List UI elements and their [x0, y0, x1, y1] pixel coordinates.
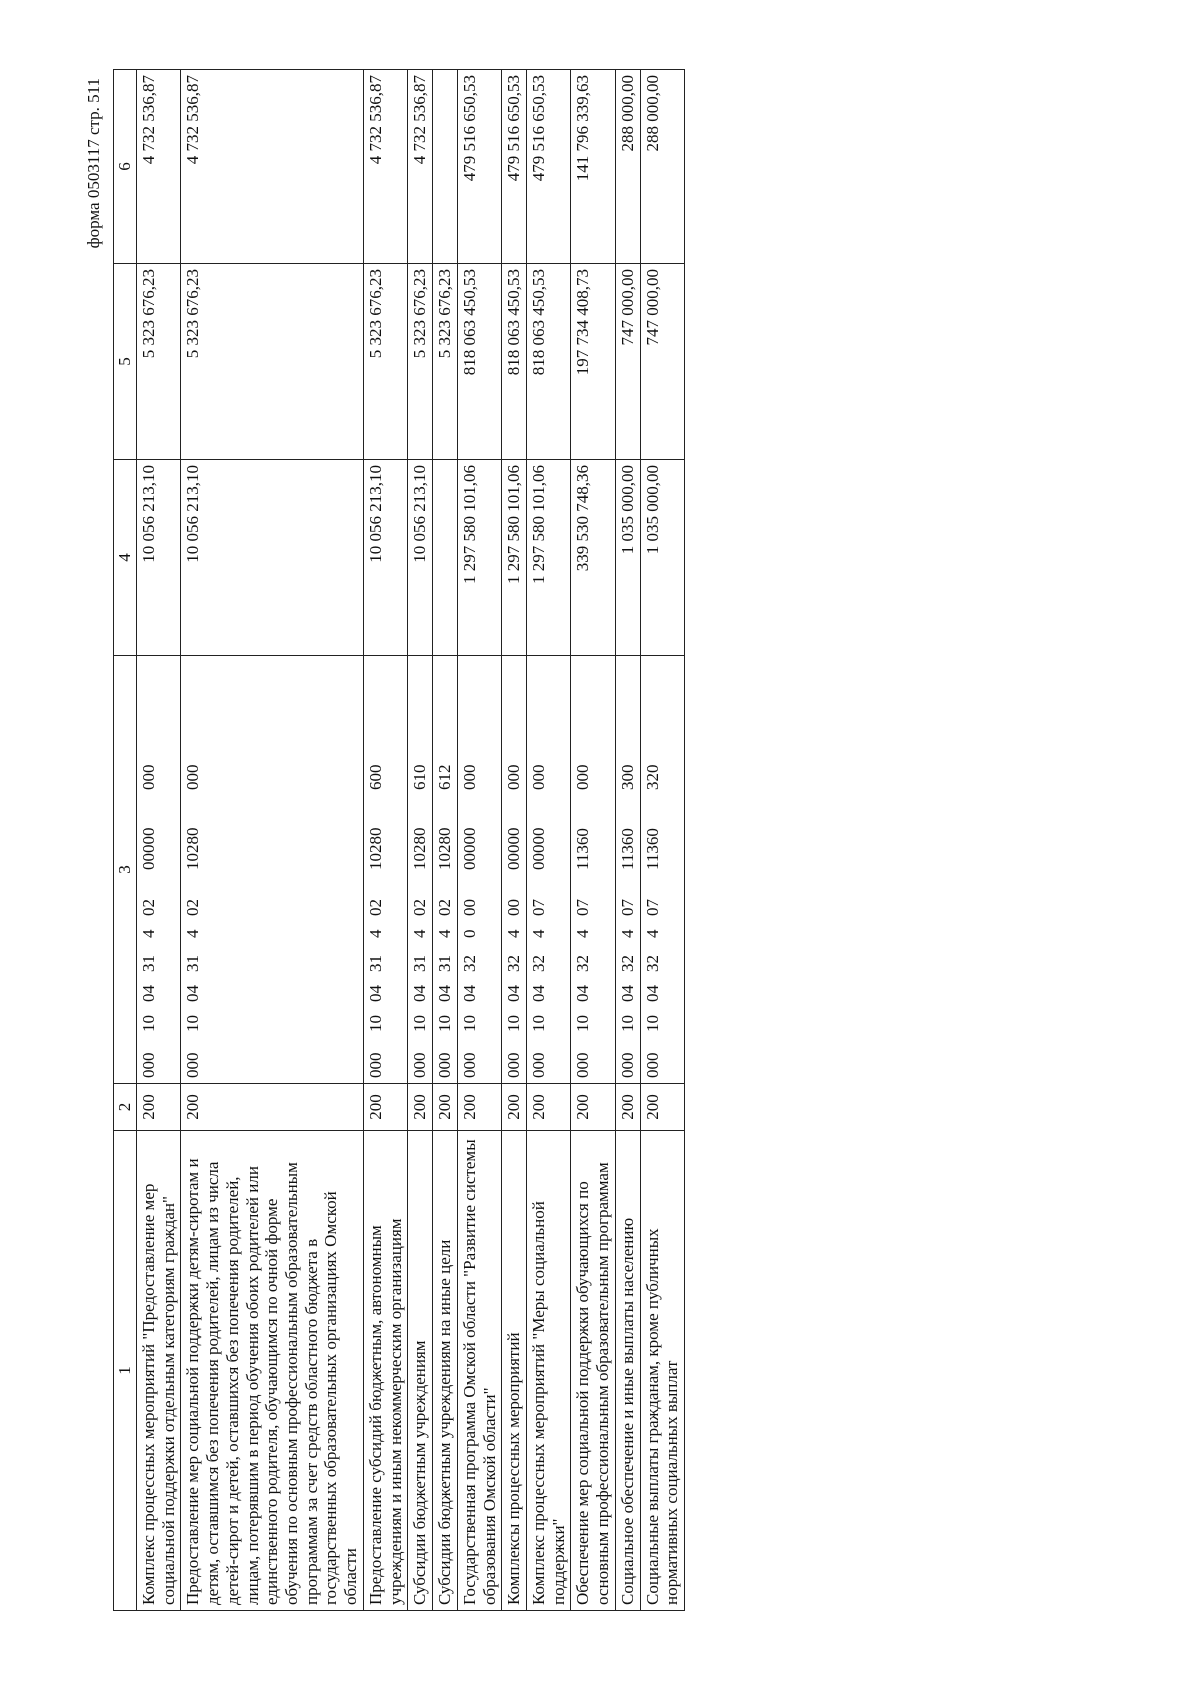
code-segment: 04: [459, 985, 479, 1002]
amount-cell-col4: 10 056 213,10: [408, 460, 433, 656]
row-name-cell: Комплексы процессных мероприятий: [502, 1131, 527, 1611]
line-code-cell: 200: [571, 1084, 615, 1131]
code-segment: 10: [435, 1015, 455, 1032]
amount-cell-col4: 1 297 580 101,06: [457, 460, 501, 656]
table-row: [181, 70, 363, 1611]
amount-cell-col5: 5 323 676,23: [181, 264, 363, 460]
code-segment: 07: [617, 899, 637, 916]
amount-cell-col4: 10 056 213,10: [363, 460, 407, 656]
code-segment: 31: [365, 955, 385, 972]
line-code-cell: 200: [137, 1084, 181, 1131]
code-segment: 04: [617, 985, 637, 1002]
table-row: [571, 70, 615, 1611]
code-segment: 4: [573, 929, 593, 938]
header-row: [114, 70, 137, 1611]
code-segment: 10: [642, 1015, 662, 1032]
amount-cell-col4: 1 297 580 101,06: [526, 460, 570, 656]
code-segment: 32: [573, 955, 593, 972]
table-row: [640, 70, 684, 1611]
row-name-cell: Субсидии бюджетным учреждениям: [408, 1131, 433, 1611]
code-segment: 10280: [365, 827, 385, 870]
code-segment: 000: [183, 764, 203, 790]
line-code-cell: 200: [457, 1084, 501, 1131]
row-name-cell: Комплекс процессных мероприятий "Предоставление мер социальной поддержки отдельным категориям граждан": [137, 1131, 181, 1611]
code-segment: 02: [410, 899, 430, 916]
code-segment: 04: [139, 985, 158, 1002]
amount-cell-col5: 5 323 676,23: [408, 264, 433, 460]
code-segment: 10280: [410, 827, 430, 870]
code-segment: 07: [642, 899, 662, 916]
amount-cell-col6: 4 732 536,87: [181, 70, 363, 264]
report-table: [113, 69, 685, 1611]
amount-cell-col6: 4 732 536,87: [137, 70, 181, 264]
row-name-cell: Предоставление субсидий бюджетным, автономным учреждениям и иным некоммерческим организациям: [363, 1131, 407, 1611]
code-segment: 00000: [528, 827, 548, 870]
code-segment: 02: [365, 899, 385, 916]
row-name-cell: Субсидии бюджетным учреждениям на иные цели: [433, 1131, 458, 1611]
code-segment: 000: [410, 1052, 430, 1078]
code-segment: 02: [435, 899, 455, 916]
code-segment: 000: [459, 764, 479, 790]
column-header-5: 5: [114, 264, 137, 460]
table-row: [526, 70, 570, 1611]
amount-cell-col4: 1 297 580 101,06: [502, 460, 527, 656]
code-segment: 4: [504, 929, 524, 938]
amount-cell-col4: 1 035 000,00: [640, 460, 684, 656]
row-name-cell: Предоставление мер социальной поддержки детям-сиротам и детям, оставшимся без попечения родителей, лицам из числа детей-сирот и детей, оставшихся без попечения родителей, лицам, потерявшим в период обучения обоих родителей или единственного родителя, обучающимся по очной форме обучения по основным профессиональным образовательным программам за счет средств областного бюджета в государственных образовательных организациях Омской области: [181, 1131, 363, 1611]
table-row: [615, 70, 640, 1611]
code-segment: 320: [642, 764, 662, 790]
code-segment: 600: [365, 764, 385, 790]
code-segment: 0: [459, 929, 479, 938]
line-code-cell: 200: [502, 1084, 527, 1131]
code-segment: 610: [410, 764, 430, 790]
amount-cell-col4: 10 056 213,10: [137, 460, 181, 656]
code-segment: 32: [504, 955, 524, 972]
code-segment: 04: [642, 985, 662, 1002]
code-segment: 000: [459, 1052, 479, 1078]
column-header-1: 1: [114, 1131, 137, 1611]
code-segment: 04: [504, 985, 524, 1002]
classification-code-cell: [457, 656, 501, 1084]
column-header-4: 4: [114, 460, 137, 656]
code-segment: 000: [528, 1052, 548, 1078]
column-header-6: 6: [114, 70, 137, 264]
table-row: [502, 70, 527, 1611]
amount-cell-col5: 818 063 450,53: [502, 264, 527, 460]
table-row: [408, 70, 433, 1611]
classification-code-cell: [615, 656, 640, 1084]
code-segment: 4: [528, 929, 548, 938]
code-segment: 10: [617, 1015, 637, 1032]
line-code-cell: 200: [363, 1084, 407, 1131]
code-segment: 4: [435, 929, 455, 938]
amount-cell-col6: 479 516 650,53: [457, 70, 501, 264]
amount-cell-col4: 10 056 213,10: [181, 460, 363, 656]
line-code-cell: 200: [640, 1084, 684, 1131]
code-segment: 00: [504, 899, 524, 916]
code-segment: 32: [617, 955, 637, 972]
code-segment: 00000: [139, 827, 158, 870]
classification-code-cell: [571, 656, 615, 1084]
amount-cell-col6: 4 732 536,87: [363, 70, 407, 264]
classification-code-cell: [137, 656, 181, 1084]
classification-code-cell: [408, 656, 433, 1084]
amount-cell-col6: 479 516 650,53: [502, 70, 527, 264]
code-segment: 10280: [183, 827, 203, 870]
code-segment: 000: [504, 764, 524, 790]
code-segment: 00000: [459, 827, 479, 870]
line-code-cell: 200: [433, 1084, 458, 1131]
code-segment: 10: [139, 1015, 158, 1032]
code-segment: 07: [573, 899, 593, 916]
table-row: [433, 70, 458, 1611]
table-row: [457, 70, 501, 1611]
amount-cell-col4: 1 035 000,00: [615, 460, 640, 656]
code-segment: 31: [139, 955, 158, 972]
code-segment: 11360: [617, 828, 637, 870]
amount-cell-col5: 818 063 450,53: [457, 264, 501, 460]
classification-code-cell: [433, 656, 458, 1084]
code-segment: 32: [528, 955, 548, 972]
amount-cell-col4: [433, 460, 458, 656]
code-segment: 10280: [435, 827, 455, 870]
amount-cell-col6: 288 000,00: [615, 70, 640, 264]
line-code-cell: 200: [181, 1084, 363, 1131]
amount-cell-col5: 747 000,00: [640, 264, 684, 460]
table-row: [363, 70, 407, 1611]
code-segment: 02: [139, 899, 158, 916]
amount-cell-col6: [433, 70, 458, 264]
line-code-cell: 200: [526, 1084, 570, 1131]
code-segment: 04: [410, 985, 430, 1002]
code-segment: 4: [183, 929, 203, 938]
row-name-cell: Социальные выплаты гражданам, кроме публичных нормативных социальных выплат: [640, 1131, 684, 1611]
row-name-cell: Комплекс процессных мероприятий "Меры социальной поддержки": [526, 1131, 570, 1611]
amount-cell-col6: 479 516 650,53: [526, 70, 570, 264]
code-segment: 000: [365, 1052, 385, 1078]
code-segment: 000: [573, 764, 593, 790]
code-segment: 000: [504, 1052, 524, 1078]
amount-cell-col4: 339 530 748,36: [571, 460, 615, 656]
line-code-cell: 200: [408, 1084, 433, 1131]
code-segment: 32: [459, 955, 479, 972]
classification-code-cell: [640, 656, 684, 1084]
column-header-3: 3: [114, 656, 137, 1084]
row-name-cell: Социальное обеспечение и иные выплаты населению: [615, 1131, 640, 1611]
code-segment: 4: [365, 929, 385, 938]
code-segment: 10: [504, 1015, 524, 1032]
code-segment: 02: [183, 899, 203, 916]
code-segment: 000: [435, 1052, 455, 1078]
code-segment: 000: [139, 1052, 158, 1078]
code-segment: 000: [139, 764, 158, 790]
code-segment: 10: [365, 1015, 385, 1032]
row-name-cell: Государственная программа Омской области "Развитие системы образования Омской области": [457, 1131, 501, 1611]
table-body: [137, 70, 685, 1611]
code-segment: 612: [435, 764, 455, 790]
code-segment: 4: [642, 929, 662, 938]
amount-cell-col5: 818 063 450,53: [526, 264, 570, 460]
code-segment: 04: [573, 985, 593, 1002]
code-segment: 11360: [573, 828, 593, 870]
classification-code-cell: [526, 656, 570, 1084]
amount-cell-col6: 288 000,00: [640, 70, 684, 264]
code-segment: 4: [410, 929, 430, 938]
code-segment: 32: [642, 955, 662, 972]
amount-cell-col5: 5 323 676,23: [433, 264, 458, 460]
code-segment: 07: [528, 899, 548, 916]
amount-cell-col5: 5 323 676,23: [137, 264, 181, 460]
code-segment: 000: [573, 1052, 593, 1078]
code-segment: 31: [183, 955, 203, 972]
code-segment: 4: [617, 929, 637, 938]
column-header-2: 2: [114, 1084, 137, 1131]
code-segment: 10: [459, 1015, 479, 1032]
classification-code-cell: [181, 656, 363, 1084]
code-segment: 10: [528, 1015, 548, 1032]
code-segment: 04: [183, 985, 203, 1002]
form-label: форма 0503117 стр. 511: [84, 78, 103, 249]
code-segment: 31: [410, 955, 430, 972]
amount-cell-col5: 747 000,00: [615, 264, 640, 460]
code-segment: 000: [642, 1052, 662, 1078]
amount-cell-col5: 197 734 408,73: [571, 264, 615, 460]
amount-cell-col6: 4 732 536,87: [408, 70, 433, 264]
code-segment: 31: [435, 955, 455, 972]
code-segment: 000: [617, 1052, 637, 1078]
line-code-cell: 200: [615, 1084, 640, 1131]
code-segment: 10: [183, 1015, 203, 1032]
code-segment: 04: [528, 985, 548, 1002]
amount-cell-col6: 141 796 339,63: [571, 70, 615, 264]
row-name-cell: Обеспечение мер социальной поддержки обучающихся по основным профессиональным образовательным программам: [571, 1131, 615, 1611]
code-segment: 00: [459, 899, 479, 916]
table-row: [137, 70, 181, 1611]
code-segment: 4: [139, 929, 158, 938]
code-segment: 11360: [642, 828, 662, 870]
code-segment: 000: [183, 1052, 203, 1078]
code-segment: 00000: [504, 827, 524, 870]
classification-code-cell: [363, 656, 407, 1084]
code-segment: 10: [410, 1015, 430, 1032]
code-segment: 000: [528, 764, 548, 790]
code-segment: 04: [365, 985, 385, 1002]
amount-cell-col5: 5 323 676,23: [363, 264, 407, 460]
code-segment: 300: [617, 764, 637, 790]
code-segment: 10: [573, 1015, 593, 1032]
classification-code-cell: [502, 656, 527, 1084]
code-segment: 04: [435, 985, 455, 1002]
